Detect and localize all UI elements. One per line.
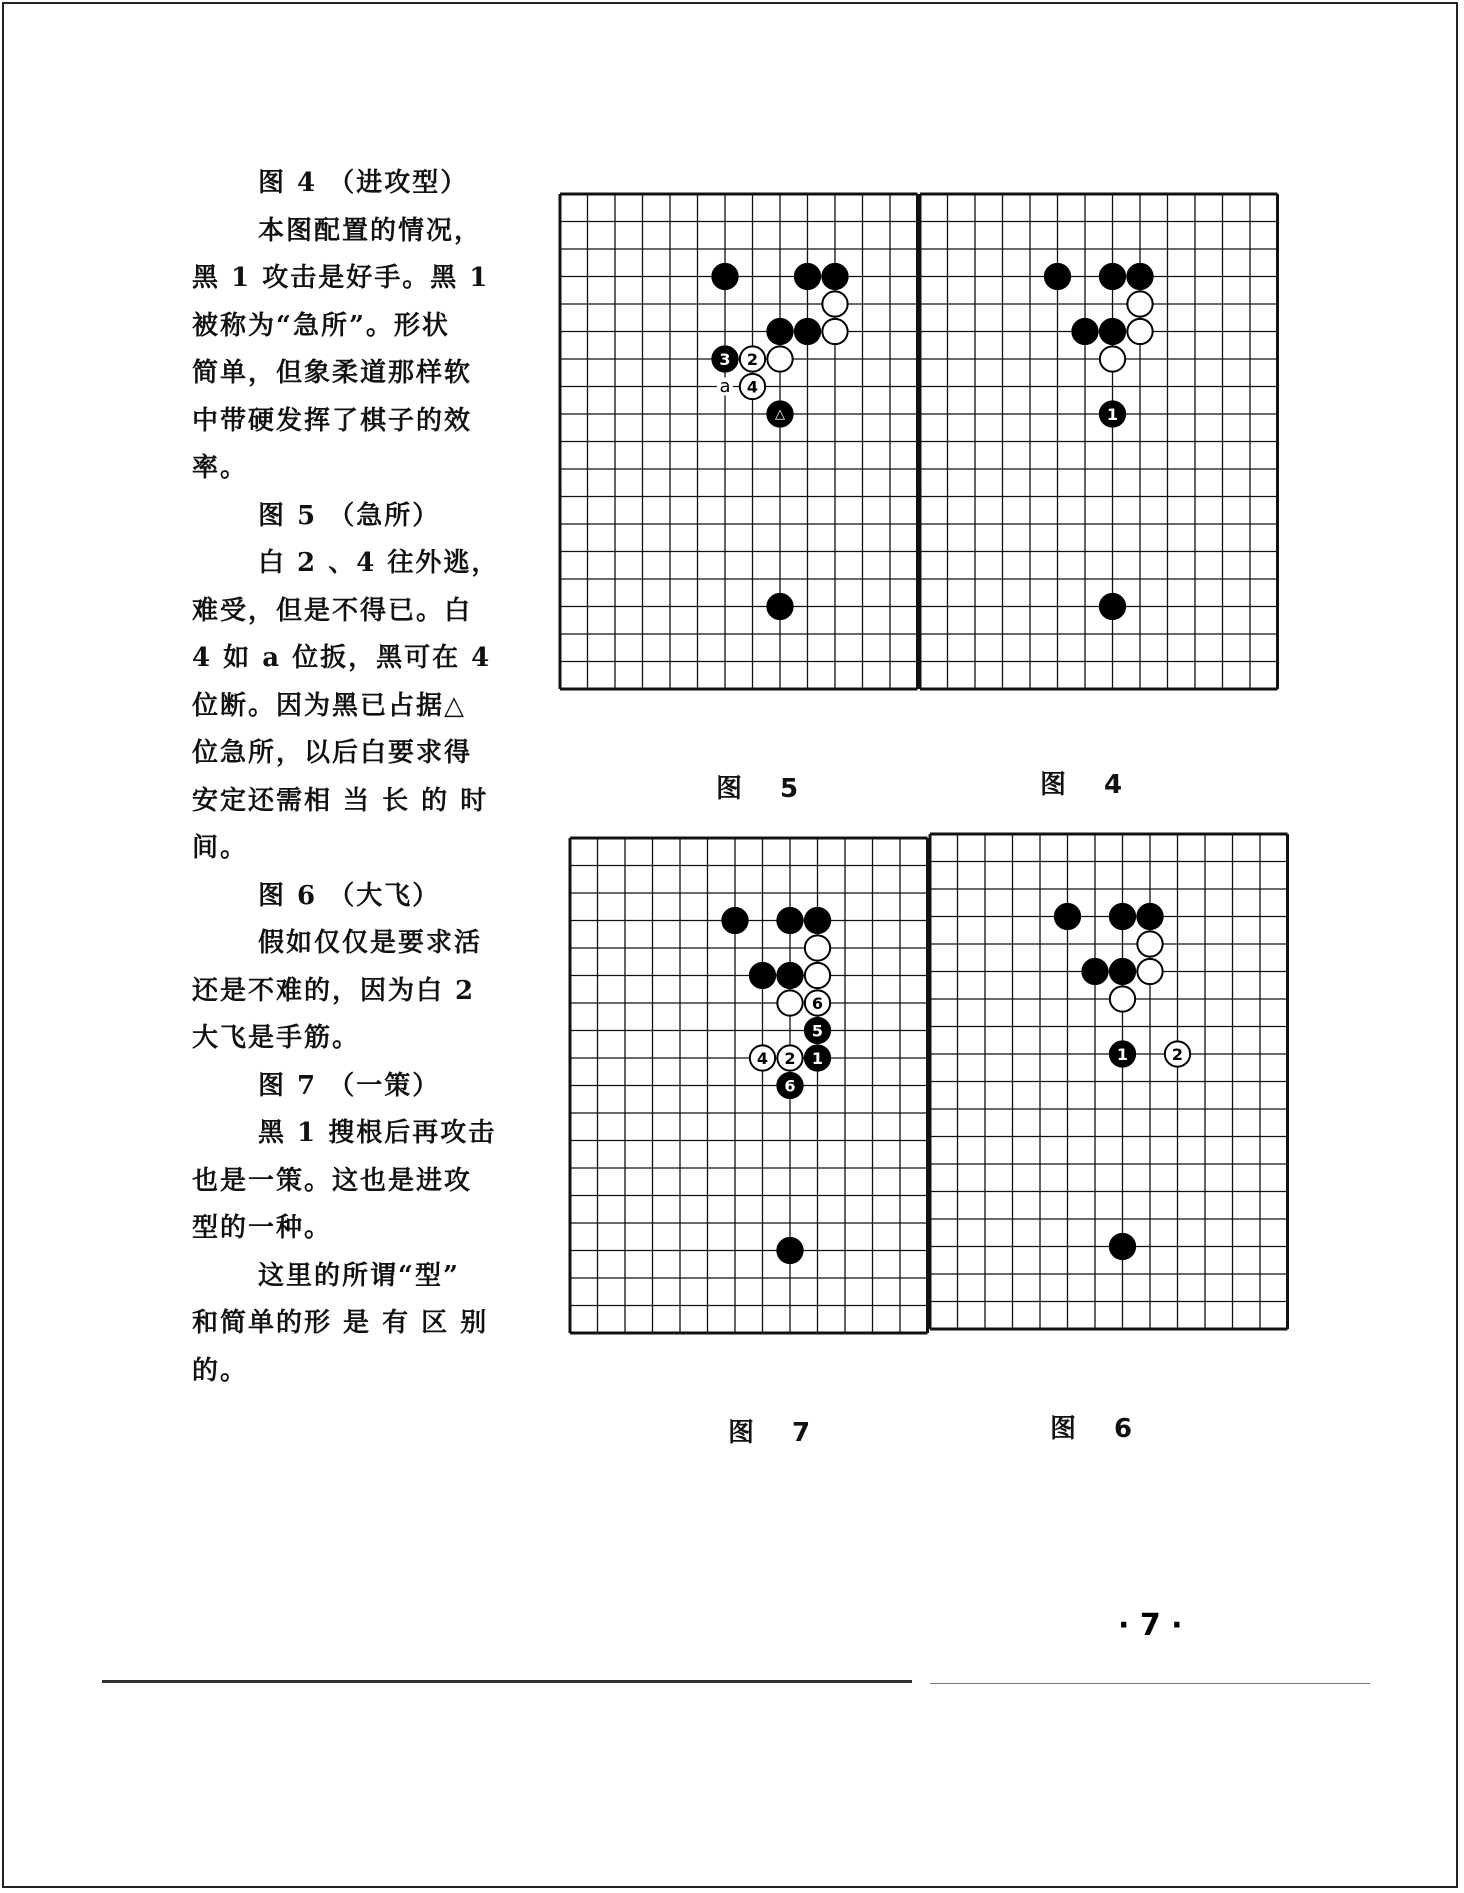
- stone-label: 6: [784, 1076, 796, 1096]
- text-line: 间。: [192, 833, 249, 863]
- text-line: 也是一策。这也是进攻: [192, 1165, 473, 1196]
- text-line: 4 如 a 位扳，黑可在 4: [192, 643, 492, 673]
- text-line: 假如仅仅是要求活: [258, 928, 483, 958]
- white-stone: [1137, 931, 1162, 956]
- text-line: 简单，但象柔道那样软: [192, 358, 473, 388]
- black-stone: [1055, 904, 1080, 929]
- black-stone: [805, 908, 830, 933]
- black-stone: [795, 319, 820, 344]
- text-line: 白 2 、4 往外逃，: [258, 548, 500, 578]
- stone-label: 4: [756, 1049, 769, 1068]
- caption-fig4: 图 4: [1040, 770, 1129, 800]
- section-heading: 图 6 （大飞）: [258, 880, 441, 911]
- board-svg: [916, 190, 1282, 693]
- white-stone: [1110, 986, 1135, 1011]
- black-stone: [1072, 319, 1097, 344]
- board-svg: [556, 190, 922, 693]
- black-stone: [1100, 319, 1125, 344]
- black-stone: [722, 908, 747, 933]
- text-line: 位急所，以后白要求得: [192, 738, 473, 768]
- text-line: 安定还需相 当 长 的 时: [192, 785, 489, 816]
- black-stone: [1137, 904, 1162, 929]
- stone-label: 1: [1116, 1045, 1129, 1064]
- go-diagram-fig4: [916, 190, 1282, 693]
- caption-fig5: 图 5: [716, 774, 805, 804]
- stone-label: 1: [1106, 405, 1119, 424]
- section-heading: 图 7 （一策）: [258, 1070, 441, 1101]
- black-stone: [822, 264, 847, 289]
- stone-label: 2: [746, 350, 759, 369]
- white-stone: [1127, 319, 1152, 344]
- black-stone: [1045, 264, 1070, 289]
- section-heading: 图 4 （进攻型）: [258, 168, 469, 198]
- caption-fig6: 图 6: [1050, 1414, 1139, 1444]
- text-line: 黑 1 攻击是好手。黑 1: [192, 263, 490, 293]
- white-stone: [1137, 959, 1162, 984]
- stone-label: 2: [784, 1049, 796, 1068]
- white-stone: [767, 346, 792, 371]
- go-diagram-fig7: [566, 834, 932, 1337]
- stone-label: 1: [811, 1049, 824, 1068]
- black-stone: [767, 594, 792, 619]
- stone-label: 4: [746, 377, 759, 397]
- stone-label: △: [775, 407, 785, 422]
- board-svg: [566, 834, 932, 1337]
- stone-label: 6: [811, 994, 824, 1013]
- go-diagram-fig5: [556, 190, 922, 693]
- black-stone: [712, 264, 737, 289]
- black-stone: [1110, 959, 1135, 984]
- black-stone: [750, 963, 775, 988]
- stone-label: 3: [719, 350, 731, 369]
- black-stone: [777, 908, 802, 933]
- black-stone: [777, 1238, 802, 1263]
- section-heading: 图 5 （急所）: [258, 500, 441, 531]
- text-line: 本图配置的情况，: [258, 215, 483, 246]
- black-stone: [1110, 1234, 1135, 1259]
- text-line: 率。: [192, 453, 249, 483]
- point-mark-label: a: [719, 376, 731, 397]
- black-stone: [767, 319, 792, 344]
- text-line: 这里的所谓“型”: [258, 1260, 460, 1291]
- text-line: 型的一种。: [192, 1213, 333, 1243]
- bottom-rule: [102, 1680, 912, 1683]
- text-line: 中带硬发挥了棋子的效: [192, 405, 473, 436]
- white-stone: [822, 319, 847, 344]
- text-line: 大飞是手筋。: [192, 1023, 361, 1053]
- black-stone: [795, 264, 820, 289]
- text-line: 黑 1 搜根后再攻击: [258, 1118, 497, 1148]
- text-line: 的。: [192, 1355, 249, 1386]
- text-line: 还是不难的，因为白 2: [192, 975, 476, 1006]
- text-line: 和简单的形 是 有 区 别: [192, 1308, 489, 1338]
- bottom-rule-right: [930, 1683, 1370, 1684]
- go-diagram-fig6: [926, 830, 1292, 1333]
- stone-label: 5: [811, 1021, 824, 1041]
- white-stone: [805, 935, 830, 960]
- black-stone: [1082, 959, 1107, 984]
- black-stone: [777, 963, 802, 988]
- text-line: 难受，但是不得已。白: [192, 595, 473, 626]
- white-stone: [777, 990, 802, 1015]
- text-line: 被称为“急所”。形状: [192, 310, 450, 341]
- text-line: 位断。因为黑已占据△: [192, 690, 466, 721]
- black-stone: [1110, 904, 1135, 929]
- page-number: · 7 ·: [1118, 1608, 1183, 1643]
- white-stone: [822, 291, 847, 316]
- board-svg: [926, 830, 1292, 1333]
- black-stone: [1100, 594, 1125, 619]
- black-stone: [1100, 264, 1125, 289]
- black-stone: [1127, 264, 1152, 289]
- white-stone: [1127, 291, 1152, 316]
- stone-label: 2: [1171, 1045, 1184, 1064]
- white-stone: [1100, 346, 1125, 371]
- caption-fig7: 图 7: [728, 1418, 817, 1448]
- body-text: [192, 160, 542, 1395]
- white-stone: [805, 963, 830, 988]
